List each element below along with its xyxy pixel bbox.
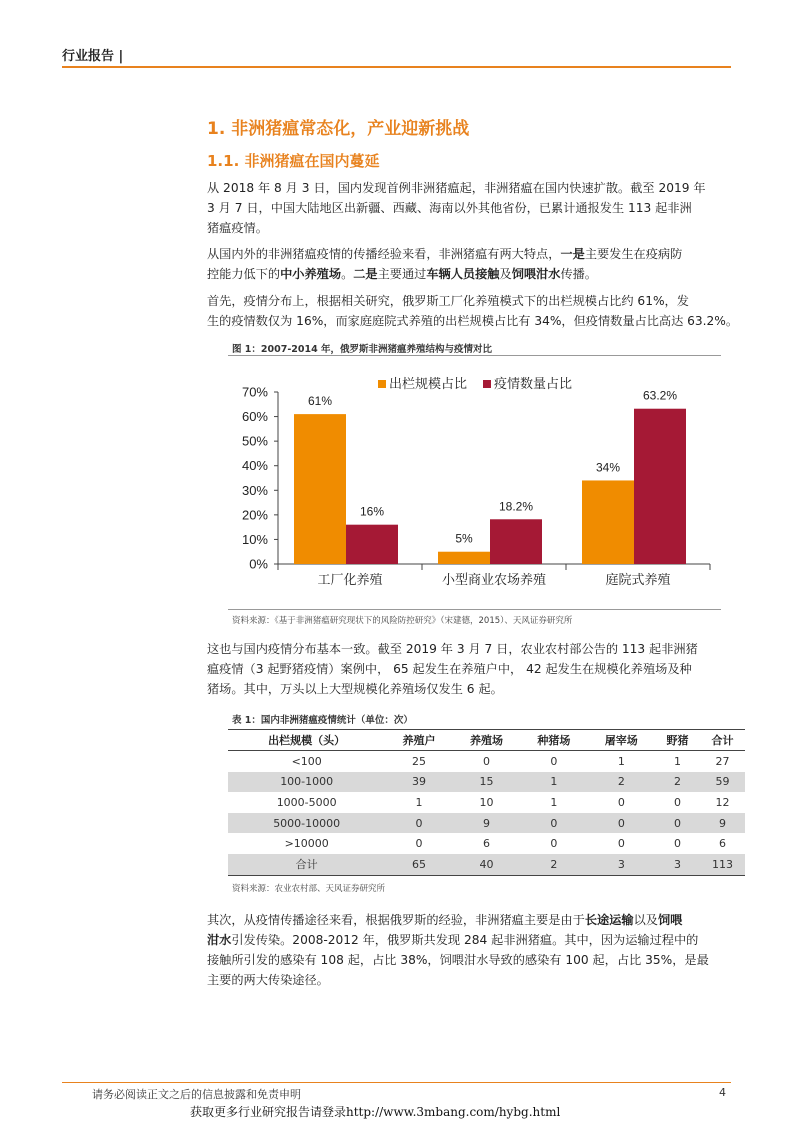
footer-promo-link[interactable]: 获取更多行业研究报告请登录http://www.3mbang.com/hybg.html <box>190 1105 561 1119</box>
section-1-title: 1. 非洲猪瘟常态化，产业迎新挑战 <box>207 119 470 139</box>
table-cell: 3 <box>588 854 655 875</box>
data-label: 18.2% <box>498 499 534 514</box>
data-label: 16% <box>359 504 385 519</box>
table-header-cell: 养殖户 <box>385 730 452 751</box>
text-run: 其次，从疫情传播途径来看，根据俄罗斯的经验，非洲猪瘟主要是由于 <box>207 913 585 927</box>
table-cell: 6 <box>718 837 726 851</box>
table-cell: 1000-5000 <box>276 795 337 809</box>
bar <box>582 480 634 564</box>
paragraph-line: 从 2018 年 8 月 3 日，国内发现首例非洲猪瘟起，非洲猪瘟在国内快速扩散。截至 2019 年 <box>207 181 706 195</box>
text-run: 从国内外的非洲猪瘟疫情的传播经验来看，非洲猪瘟有两大特点， <box>207 247 561 261</box>
table-header-cell: 合计 <box>700 730 745 751</box>
category-label: 工厂化养殖 <box>317 572 383 587</box>
table-cell: 5000-10000 <box>228 813 385 834</box>
table-cell: 100-1000 <box>228 772 385 793</box>
table-cell: 15 <box>453 772 520 793</box>
y-tick-label: 40% <box>241 458 268 474</box>
table-cell: 40 <box>453 854 520 875</box>
table-header-cell: 养殖场 <box>453 730 520 751</box>
table-row <box>228 772 745 793</box>
bar <box>294 414 346 564</box>
table-cell: 2 <box>655 772 700 793</box>
text-run: 及 <box>499 267 512 281</box>
table-cell: 0 <box>415 837 423 851</box>
paragraph-4 <box>207 639 731 699</box>
bar <box>490 519 542 564</box>
table-cell: 6 <box>482 837 490 851</box>
table-header-cell: 野猪 <box>655 730 700 751</box>
table-cell: 0 <box>674 837 681 851</box>
table-source: 资料来源：农业农村部、天风证券研究所 <box>232 884 386 894</box>
bar <box>634 409 686 564</box>
figure-source: 资料来源：《基于非洲猪瘟研究现状下的风险防控研究》（宋建德，2015）、天风证券研究所 <box>232 616 573 626</box>
text-run: 以及 <box>633 913 658 927</box>
outbreak-table <box>228 729 745 876</box>
table-row <box>228 792 745 813</box>
y-tick-label: 0% <box>249 556 268 572</box>
table-row <box>228 854 745 875</box>
figure-top-rule <box>228 355 721 356</box>
text-run: 主要通过 <box>377 267 427 281</box>
category-label: 庭院式养殖 <box>605 572 671 587</box>
emphasis-text: 一是 <box>560 247 585 261</box>
footer-divider <box>62 1082 731 1083</box>
table-cell: 25 <box>412 754 427 768</box>
table-row <box>228 833 745 854</box>
y-tick-label: 20% <box>241 507 268 523</box>
paragraph-line <box>207 244 731 264</box>
table-cell: 1 <box>617 754 625 768</box>
table-title: 表 1：国内非洲猪瘟疫情统计（单位：次） <box>232 715 413 726</box>
text-run: 控能力低下的 <box>207 267 281 281</box>
y-tick-label: 10% <box>241 531 268 547</box>
figure-title: 图 1：2007-2014 年，俄罗斯非洲猪瘟养殖结构与疫情对比 <box>232 344 493 355</box>
bar <box>346 525 398 564</box>
paragraph-line: 首先，疫情分布上，根据相关研究，俄罗斯工厂化养殖模式下的出栏规模占比约 61%，发 <box>207 294 689 308</box>
emphasis-text: 长途运输 <box>584 913 634 927</box>
table-cell: 0 <box>550 837 558 851</box>
text-run: 主要发生在疫病防 <box>584 247 683 261</box>
table-cell: 2 <box>520 854 587 875</box>
table-header-cell: 屠宰场 <box>588 730 655 751</box>
paragraph-line: 猪瘟疫情。 <box>207 221 268 235</box>
table-cell: 0 <box>550 754 558 768</box>
paragraph-line: 猪场。其中，万头以上大型规模化养殖场仅发生 6 起。 <box>207 682 503 696</box>
legend-label: 出栏规模占比 <box>389 376 468 391</box>
y-tick-label: 50% <box>241 433 268 449</box>
table-cell: 0 <box>385 813 452 834</box>
table-cell: 合计 <box>228 854 385 875</box>
table-cell: <100 <box>291 754 322 768</box>
table-cell: 65 <box>385 854 452 875</box>
table-cell: 0 <box>588 813 655 834</box>
legend-swatch <box>378 380 386 388</box>
table-cell: 0 <box>520 813 587 834</box>
table-header-cell: 出栏规模（头） <box>228 730 385 751</box>
table-cell: 3 <box>655 854 700 875</box>
figure-bottom-rule <box>228 609 721 610</box>
paragraph-1 <box>207 178 731 238</box>
table-cell: 1 <box>520 772 587 793</box>
y-tick-label: 30% <box>241 482 268 498</box>
header-label: 行业报告 | <box>62 49 124 64</box>
bar-chart <box>228 358 721 608</box>
text-run: 引发传染。2008-2012 年，俄罗斯共发现 284 起非洲猪瘟。其中，因为运输过程中的 <box>231 933 699 947</box>
emphasis-text: 饲喂 <box>657 913 683 927</box>
paragraph-line: 这也与国内疫情分布基本一致。截至 2019 年 3 月 7 日，农业农村部公告的 113 起非洲猪 <box>207 642 698 656</box>
text-run: 。 <box>341 267 354 281</box>
paragraph-5 <box>207 910 731 990</box>
footer-disclaimer: 请务必阅读正文之后的信息披露和免责申明 <box>92 1088 301 1101</box>
table-cell: >10000 <box>284 837 329 851</box>
table-cell: 0 <box>617 795 625 809</box>
table-cell: 0 <box>674 795 681 809</box>
table-cell: 2 <box>588 772 655 793</box>
legend-label: 疫情数量占比 <box>494 376 573 391</box>
y-tick-label: 70% <box>241 384 268 400</box>
section-1-1-title: 1.1. 非洲猪瘟在国内蔓延 <box>207 152 380 170</box>
paragraph-2 <box>207 244 731 284</box>
text-run: 传播。 <box>560 267 597 281</box>
table-row <box>228 813 745 834</box>
table-cell: 1 <box>674 754 681 768</box>
emphasis-text: 饲喂泔水 <box>511 267 561 281</box>
legend-swatch <box>483 380 491 388</box>
table-cell: 12 <box>715 795 730 809</box>
table-cell: 0 <box>655 813 700 834</box>
paragraph-line: 生的疫情数仅为 16%，而家庭庭院式养殖的出栏规模占比有 34%，但疫情数量占比高达 63.2%。 <box>207 314 739 328</box>
table-cell: 1 <box>415 795 423 809</box>
table-cell: 27 <box>715 754 730 768</box>
table-cell: 9 <box>700 813 745 834</box>
y-tick-label: 60% <box>241 409 268 425</box>
table-cell: 39 <box>385 772 452 793</box>
table-cell: 10 <box>479 795 494 809</box>
paragraph-line: 瘟疫情（3 起野猪疫情）案例中， 65 起发生在养殖户中， 42 起发生在规模化养殖场及种 <box>207 662 692 676</box>
table-cell: 9 <box>453 813 520 834</box>
paragraph-line <box>207 930 731 950</box>
category-label: 小型商业农场养殖 <box>441 572 547 587</box>
emphasis-text: 中小养殖场 <box>280 267 342 281</box>
emphasis-text: 二是 <box>353 267 378 281</box>
paragraph-line: 3 月 7 日，中国大陆地区出新疆、西藏、海南以外其他省份，已累计通报发生 113 起非洲 <box>207 201 692 215</box>
paragraph-line <box>207 910 731 930</box>
paragraph-line: 主要的两大传染途径。 <box>207 973 329 987</box>
paragraph-line: 接触所引发的感染有 108 起，占比 38%，饲喂泔水导致的感染有 100 起，占比 35%，是最 <box>207 953 709 967</box>
table-cell: 113 <box>700 854 745 875</box>
data-label: 34% <box>595 460 621 475</box>
table-cell: 0 <box>482 754 490 768</box>
table-cell: 59 <box>700 772 745 793</box>
table-header-cell: 种猪场 <box>520 730 587 751</box>
table-header-row <box>228 730 745 751</box>
data-label: 5% <box>455 531 473 546</box>
paragraph-line <box>207 264 731 284</box>
emphasis-text: 泔水 <box>207 933 232 947</box>
bar <box>438 552 490 564</box>
emphasis-text: 车辆人员接触 <box>426 267 500 281</box>
data-label: 61% <box>307 394 333 409</box>
header-divider <box>62 66 731 68</box>
table-cell: 1 <box>550 795 558 809</box>
table-row <box>228 751 745 772</box>
paragraph-3 <box>207 291 739 331</box>
page-number: 4 <box>719 1086 726 1099</box>
data-label: 63.2% <box>642 388 678 403</box>
table-cell: 0 <box>617 837 625 851</box>
